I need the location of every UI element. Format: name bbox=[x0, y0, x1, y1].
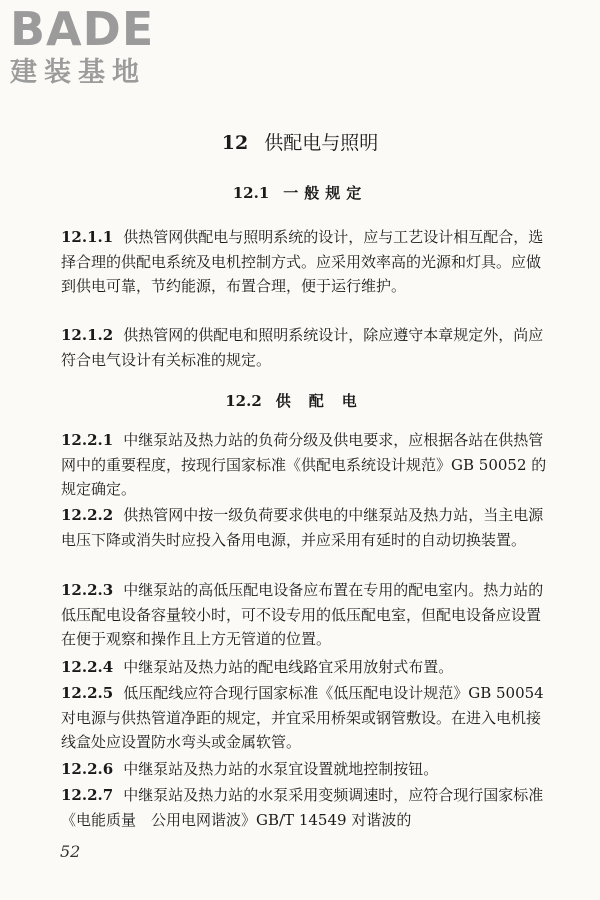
clause-number: 12.1.2 bbox=[61, 326, 114, 344]
clause-text: 供热管网的供配电和照明系统设计，除应遵守本章规定外，尚应符合电气设计有关标准的规定。 bbox=[61, 326, 544, 369]
clause-number: 12.2.2 bbox=[61, 506, 114, 524]
clause-number: 12.1.1 bbox=[61, 228, 114, 246]
clause-text: 中继泵站及热力站的配电线路宜采用放射式布置。 bbox=[123, 658, 454, 676]
section-heading-12-2 bbox=[0, 388, 600, 414]
clause-12-2-1 bbox=[61, 428, 547, 502]
page-number: 52 bbox=[60, 842, 81, 861]
clause-12-2-7 bbox=[61, 783, 547, 832]
section-number: 12.2 bbox=[225, 392, 262, 410]
chapter-title: 供配电与照明 bbox=[264, 132, 379, 154]
clause-text: 低压配线应符合现行国家标准《低压配电设计规范》GB 50054 对电源与供热管道净距的规定，并宜采用桥架或钢管敷设。在进入电机接线盒处应设置防水弯头或金属软管。 bbox=[61, 684, 544, 751]
clause-text: 供热管网供配电与照明系统的设计，应与工艺设计相互配合，选择合理的供配电系统及电机控制方式。应采用效率高的光源和灯具。应做到供电可靠，节约能源，布置合理，便于运行维护。 bbox=[61, 228, 544, 295]
section-title: 供配电 bbox=[275, 392, 375, 410]
clause-number: 12.2.4 bbox=[61, 658, 114, 676]
clause-number: 12.2.5 bbox=[61, 684, 114, 702]
clause-number: 12.2.7 bbox=[61, 786, 114, 804]
section-number: 12.1 bbox=[232, 184, 270, 202]
clause-12-2-5 bbox=[61, 681, 547, 755]
clause-12-2-3 bbox=[61, 578, 547, 652]
clause-number: 12.2.3 bbox=[61, 581, 114, 599]
site-logo bbox=[10, 4, 154, 90]
section-heading-12-1 bbox=[0, 180, 600, 206]
clause-number: 12.2.6 bbox=[61, 760, 114, 778]
logo-subtitle: 建装基地 bbox=[10, 57, 146, 88]
clause-text: 中继泵站及热力站的水泵采用变频调速时，应符合现行国家标准《电能质量 公用电网谐波》GB/T 14549 对谐波的 bbox=[61, 786, 544, 829]
section-title: 一般规定 bbox=[283, 184, 368, 202]
clause-text: 中继泵站的高低压配电设备应布置在专用的配电室内。热力站的低压配电设备容量较小时，可不设专用的低压配电室，但配电设备应设置在便于观察和操作且上方无管道的位置。 bbox=[61, 581, 544, 648]
clause-number: 12.2.1 bbox=[61, 431, 114, 449]
clause-text: 中继泵站及热力站的负荷分级及供电要求，应根据各站在供热管网中的重要程度，按现行国家标准《供配电系统设计规范》GB 50052 的规定确定。 bbox=[61, 431, 547, 498]
chapter-number: 12 bbox=[221, 132, 249, 154]
clause-12-2-2 bbox=[61, 503, 547, 552]
clause-12-2-6 bbox=[61, 757, 547, 782]
chapter-heading bbox=[0, 128, 600, 158]
logo-wordmark: BADE bbox=[10, 2, 155, 56]
clause-text: 供热管网中按一级负荷要求供电的中继泵站及热力站，当主电源电压下降或消失时应投入备用电源，并应采用有延时的自动切换装置。 bbox=[61, 506, 544, 549]
clause-text: 中继泵站及热力站的水泵宜设置就地控制按钮。 bbox=[123, 760, 439, 778]
clause-12-2-4 bbox=[61, 655, 547, 680]
clause-12-1-1 bbox=[61, 225, 547, 299]
clause-12-1-2 bbox=[61, 323, 547, 372]
